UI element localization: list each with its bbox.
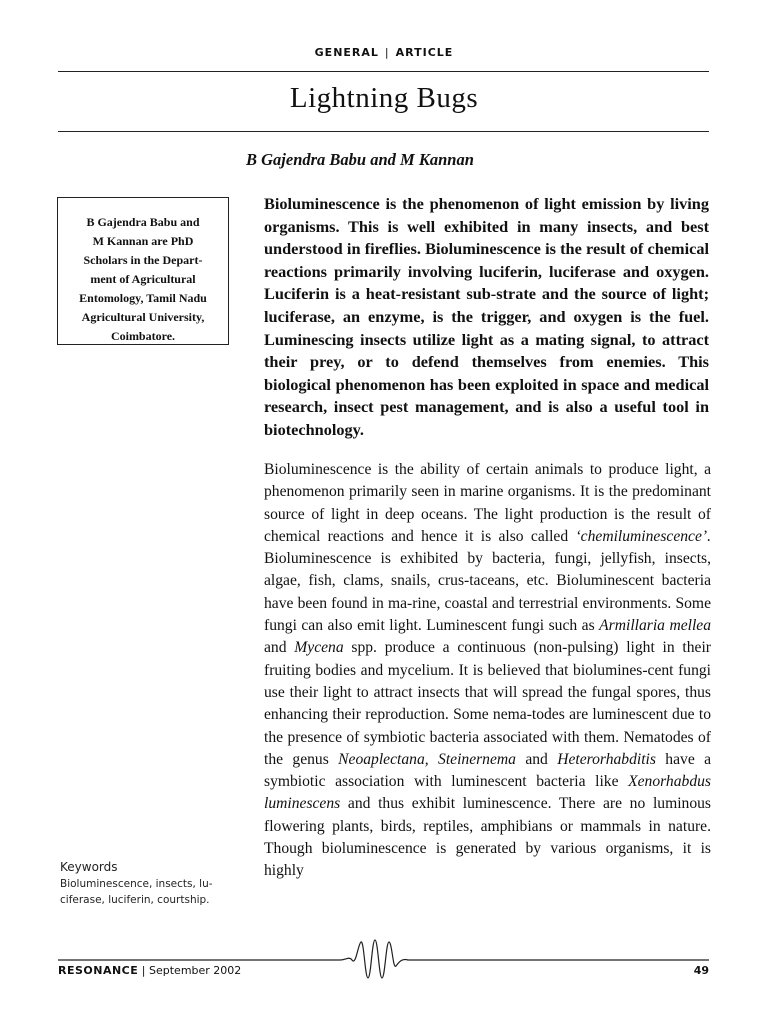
author-bio-box [57,197,229,345]
keywords-box [60,858,240,908]
footer-journal [58,964,241,977]
species-name: Armillaria mellea [599,617,712,635]
header-separator: | [384,46,390,59]
bio-line: Entomology, Tamil Nadu [79,291,207,305]
bio-line: Agricultural University, [81,310,205,324]
journal-name: RESONANCE [58,964,139,977]
body-text-run: and [264,639,295,657]
species-name: Mycena [294,639,344,657]
article-abstract: Bioluminescence is the phenomenon of light emission by living organisms. This is well exhibited in many insects, and best understood in fireflies. Bioluminescence is the result of chemical reactions primarily involving luciferin, luciferase and oxygen. Luciferin is a heat-resistant sub-strate and the source of light; luciferase, an enzyme, is the trigger, and oxygen is the fuel. Luminescing insects utilize light as a mating signal, to attract their prey, or to defend themselves from enemies. This biological phenomenon has been exploited in space and medical research, insect pest management, and is also a useful tool in biotechnology. [264,194,709,439]
section-header [0,46,768,59]
issue-date: September 2002 [149,964,242,977]
top-rule [58,71,709,72]
section-label: GENERAL [314,46,379,59]
body-paragraph [264,459,711,883]
keywords-title: Keywords [60,860,118,874]
bio-line: Coimbatore. [110,329,176,343]
footer-separator: | [141,964,146,977]
bio-line: M Kannan are PhD [92,234,194,248]
bio-line: B Gajendra Babu and [86,215,200,229]
body-text-run: spp. produce a continuous (non-pulsing) light in their fruiting bodies and mycelium. It is believed that biolumines-cent fungi use their light to attract insects that will spread the fungal spores, thus enhancing their reproduction. Some nema-todes are luminescent due to the presence of symbiotic bacteria associated with them. Nematodes of the genus [264,639,712,768]
body-text-run: have a symbiotic association with luminescent bacteria like [264,750,712,791]
article-authors: B Gajendra Babu and M Kannan [246,150,474,169]
article-title: Lightning Bugs [289,82,479,114]
body-text-run: Bioluminescence is the ability of certain animals to produce light, a phenomenon primarily seen in marine organisms. It is the predominant source of light in deep oceans. The light production is the result of chemical reactions and hence it is also called [264,461,711,545]
body-text-run: and [515,750,558,768]
term-chemiluminescence: ‘chemiluminescence’. [575,527,711,545]
bio-line: Scholars in the Depart- [83,253,203,267]
genus-name: Neoaplectana, [338,750,429,768]
article-type-label: ARTICLE [395,46,454,59]
body-text-run: and thus exhibit luminescence. There are no luminous flowering plants, birds, reptiles, amphibians or mammals in nature. Though bioluminescence is generated by various organisms, it is highly [264,795,711,880]
page-number: 49 [693,964,709,977]
keywords-list: Bioluminescence, insects, lu-ciferase, luciferin, courtship. [60,878,213,906]
genus-name: Heterorhabditis [557,750,656,768]
genus-name: Steinernema [438,750,516,768]
body-text-run: Bioluminescence is exhibited by bacteria, fungi, jellyfish, insects, algae, fish, clams, snails, crus-taceans, etc. Bioluminescent bacteria have been found in ma-rine, coastal and terrestrial environments. Some fungi can also emit light. Luminescent fungi such as [264,550,711,635]
bio-line: ment of Agricultural [90,272,196,286]
title-rule [58,131,709,132]
species-name: Xenorhabdus luminescens [264,773,711,813]
